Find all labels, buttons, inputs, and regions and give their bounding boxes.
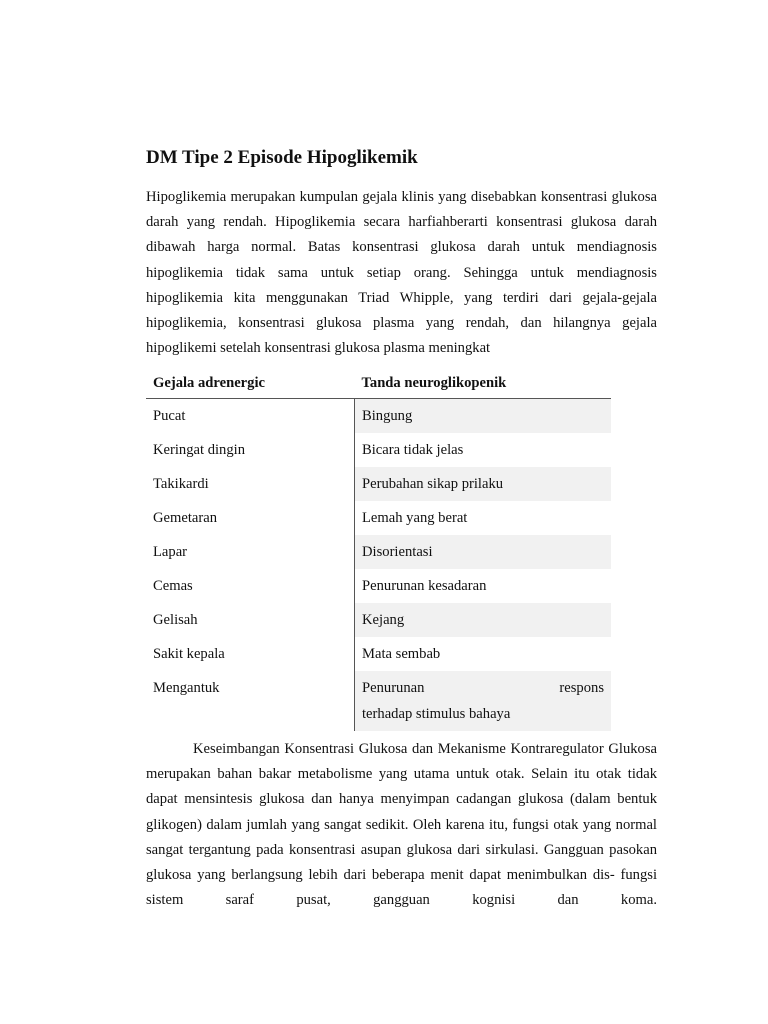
table-row: [146, 433, 611, 467]
table-header-row: [146, 368, 611, 399]
table-cell-neuroglycopenic: [355, 399, 612, 434]
table-cell-neuroglycopenic: [355, 535, 612, 569]
table-cell-adrenergic: Sakit kepala: [146, 637, 355, 671]
table-row: [146, 501, 611, 535]
cell-line: terhadap stimulus bahaya: [362, 706, 511, 722]
cell-text: Disorientasi: [362, 544, 433, 560]
table-row: [146, 671, 611, 731]
cell-text: Bingung: [362, 408, 413, 424]
table-cell-neuroglycopenic: [355, 433, 612, 467]
table-cell-neuroglycopenic: [355, 569, 612, 603]
table-row: [146, 569, 611, 603]
cell-text: Penurunan kesadaran: [362, 578, 487, 594]
table-cell-adrenergic: Mengantuk: [146, 671, 355, 731]
table-cell-adrenergic: Gemetaran: [146, 501, 355, 535]
cell-text-multiline: [362, 671, 604, 731]
intro-paragraph: Hipoglikemia merupakan kumpulan gejala klinis yang disebabkan konsentrasi glukosa darah yang rendah. Hipoglikemia secara harfiahberarti konsentrasi glukosa darah dibawah harga normal. Batas konsentrasi glukosa darah untuk mendiagnosis hipoglikemia tidak sama untuk setiap orang. Sehingga untuk mendiagnosis hipoglikemia kita menggunakan Triad Whipple, yang terdiri dari gejala-gejala hipoglikemia, konsentrasi glukosa plasma yang rendah, dan hilangnya gejala hipoglikemi setelah konsentrasi glukosa plasma meningkat: [146, 189, 657, 357]
table-cell-neuroglycopenic: [355, 467, 612, 501]
table-cell-neuroglycopenic: [355, 637, 612, 671]
symptoms-table: [146, 368, 611, 731]
table-row: [146, 467, 611, 501]
table-cell-adrenergic: Keringat dingin: [146, 433, 355, 467]
cell-text: Mata sembab: [362, 646, 441, 662]
cell-text: Perubahan sikap prilaku: [362, 476, 504, 492]
table-cell-adrenergic: Takikardi: [146, 467, 355, 501]
table-cell-adrenergic: Lapar: [146, 535, 355, 569]
table-row: [146, 603, 611, 637]
table-row: [146, 399, 611, 434]
cell-line-justified: [362, 675, 604, 701]
table-row: [146, 637, 611, 671]
table-cell-adrenergic: Gelisah: [146, 603, 355, 637]
table-cell-neuroglycopenic: [355, 501, 612, 535]
table-row: [146, 535, 611, 569]
table-header-neuroglycopenic: Tanda neuroglikopenik: [355, 368, 612, 399]
table-cell-neuroglycopenic: [355, 671, 612, 731]
cell-word: Penurunan: [362, 680, 425, 696]
second-paragraph: Keseimbangan Konsentrasi Glukosa dan Mekanisme Kontraregulator Glukosa merupakan bahan bakar metabolisme yang utama untuk otak. Selain itu otak tidak dapat mensintesis glukosa dan hanya menyimpan cadangan glukosa (dalam bentuk glikogen) dalam jumlah yang sangat sedikit. Oleh karena itu, fungsi otak yang normal sangat tergantung pada konsentrasi asupan glukosa dari sirkulasi. Gangguan pasokan glukosa yang berlangsung lebih dari beberapa menit dapat menimbulkan dis- fungsi sistem saraf pusat, gangguan kognisi dan koma.: [146, 741, 657, 909]
table-cell-adrenergic: Cemas: [146, 569, 355, 603]
cell-word: respons: [559, 680, 604, 696]
table-header-adrenergic: Gejala adrenergic: [146, 368, 355, 399]
table-cell-neuroglycopenic: [355, 603, 612, 637]
cell-text: Kejang: [362, 612, 405, 628]
table-cell-adrenergic: Pucat: [146, 399, 355, 434]
cell-text: Lemah yang berat: [362, 510, 468, 526]
page-title: DM Tipe 2 Episode Hipoglikemik: [146, 147, 418, 168]
cell-text: Bicara tidak jelas: [362, 442, 464, 458]
